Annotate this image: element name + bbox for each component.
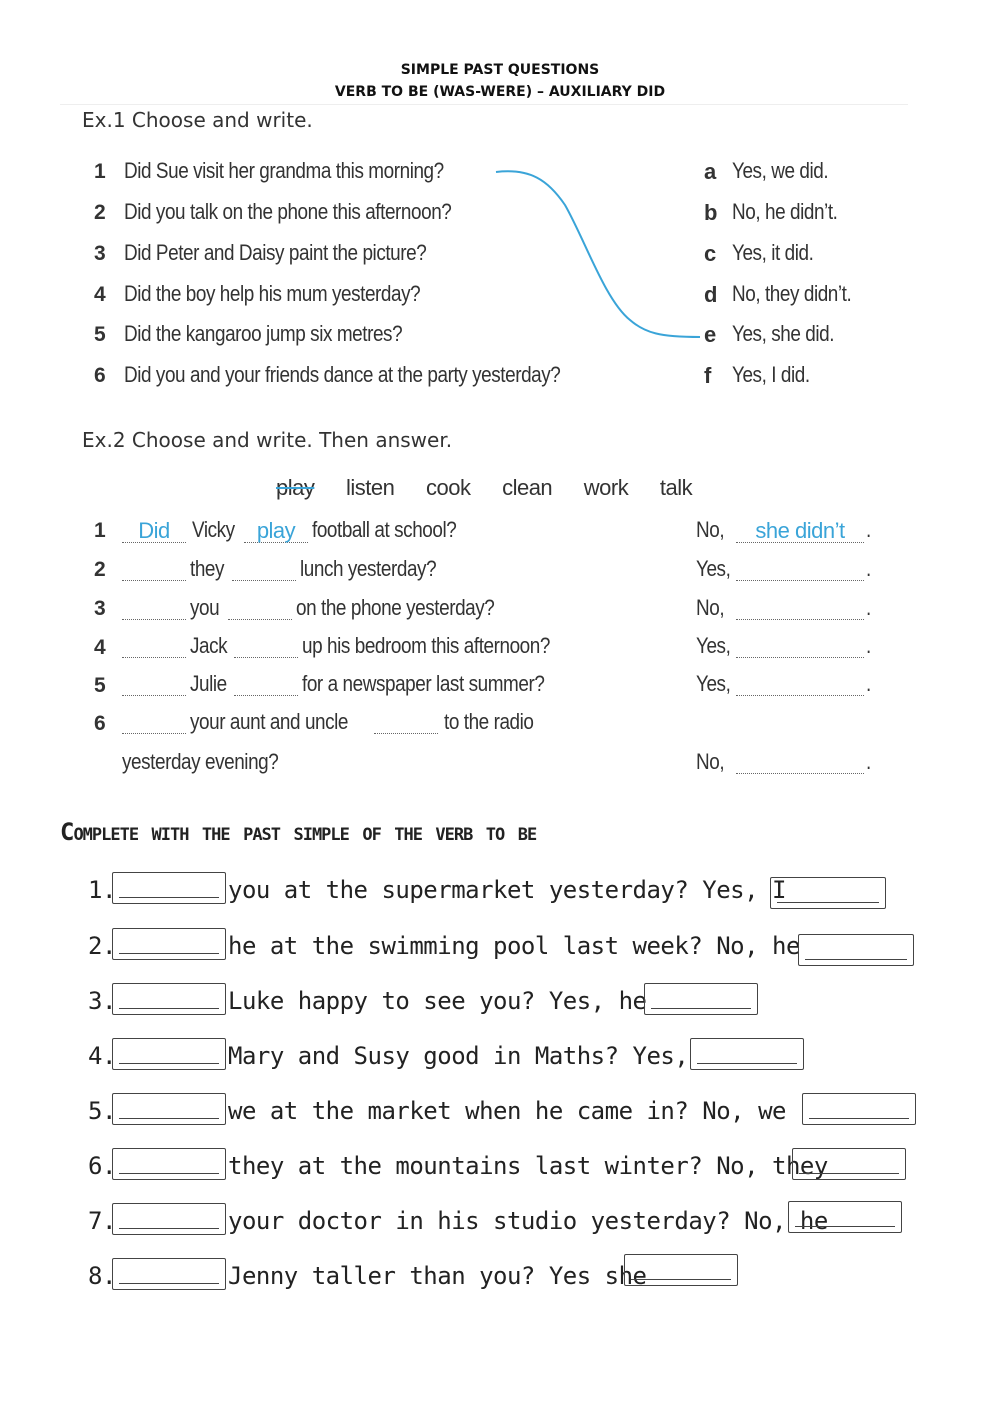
ex2-fill-auxiliary[interactable]	[122, 558, 186, 581]
ex3-verb-box[interactable]	[112, 1148, 226, 1180]
ex3-question: we at the market when he came in? No, we	[228, 1097, 786, 1125]
ex1-answer: Yes, it did.	[732, 240, 814, 265]
ex3-question: Luke happy to see you? Yes, he	[228, 987, 647, 1015]
ex2-row-num: 1	[94, 519, 106, 542]
ex1-answer: Yes, we did.	[732, 158, 829, 183]
ex3-row-num: 1.	[88, 876, 116, 904]
ex3-row-num: 3.	[88, 987, 116, 1015]
ex3-answer-box[interactable]	[798, 934, 914, 966]
ex2-row-num: 2	[94, 558, 106, 581]
ex1-a-letter: e	[704, 322, 717, 347]
ex1-question: Did the kangaroo jump six metres?	[124, 321, 403, 346]
ex2-fill-verb[interactable]	[374, 711, 438, 734]
ex3-answer-box[interactable]	[792, 1148, 906, 1180]
ex1-q-num: 1	[94, 160, 106, 183]
ex3-answer-box[interactable]	[802, 1093, 916, 1125]
ex2-row-num: 6	[94, 712, 106, 735]
ex3-row-num: 2.	[88, 932, 116, 960]
ex3-answer-box[interactable]	[788, 1201, 902, 1233]
ex1-a-letter: f	[704, 363, 712, 388]
ex3-verb-box[interactable]	[112, 1093, 226, 1125]
period: .	[866, 595, 872, 620]
ex2-answer-fill[interactable]	[736, 518, 864, 543]
ex2-fill-text: play	[256, 518, 296, 543]
word-bank-item: clean	[502, 475, 553, 500]
ex1-q-num: 6	[94, 364, 106, 387]
ex2-fill-text: Did	[138, 518, 170, 543]
ex1-q-num: 2	[94, 201, 106, 224]
ex2-question-rest: to the radio	[444, 709, 534, 734]
ex3-question: he at the swimming pool last week? No, he	[228, 932, 800, 960]
period: .	[866, 749, 872, 774]
period: .	[866, 671, 872, 696]
ex2-question-continuation: yesterday evening?	[122, 749, 279, 774]
ex1-question: Did the boy help his mum yesterday?	[124, 281, 421, 306]
ex2-fill-auxiliary[interactable]	[122, 673, 186, 696]
ex2-fill-verb[interactable]	[234, 635, 298, 658]
ex1-question: Did Sue visit her grandma this morning?	[124, 158, 444, 183]
ex3-verb-box[interactable]	[112, 872, 226, 904]
ex2-question-rest: lunch yesterday?	[300, 556, 437, 581]
ex2-question-rest: on the phone yesterday?	[296, 595, 495, 620]
ex2-question-rest: up his bedroom this afternoon?	[302, 633, 550, 658]
worksheet-title: SIMPLE PAST QUESTIONS	[400, 62, 600, 78]
ex1-question: Did you and your friends dance at the party yesterday?	[124, 362, 561, 387]
ex2-answer-start: Yes,	[696, 556, 731, 581]
ex3-row-num: 7.	[88, 1207, 116, 1235]
ex2-subject: Jack	[190, 633, 228, 658]
ex2-subject: your aunt and uncle	[190, 709, 349, 734]
ex2-answer-fill[interactable]	[736, 635, 864, 658]
word-bank-item: play	[276, 475, 315, 500]
ex2-row-num: 4	[94, 636, 106, 659]
ex2-question-rest: football at school?	[312, 517, 457, 542]
ex2-fill-auxiliary[interactable]	[122, 711, 186, 734]
word-bank-item: work	[583, 475, 629, 500]
ex2-answer-fill[interactable]	[736, 597, 864, 620]
period: .	[866, 633, 872, 658]
ex1-answer: Yes, I did.	[732, 362, 810, 387]
ex2-answer-start: Yes,	[696, 671, 731, 696]
ex3-title: Complete with the past simple of the verb to be	[60, 818, 537, 846]
ex2-fill-verb[interactable]	[232, 558, 296, 581]
ex2-row-num: 3	[94, 597, 106, 620]
ex1-question: Did Peter and Daisy paint the picture?	[124, 240, 427, 265]
ex1-question: Did you talk on the phone this afternoon?	[124, 199, 452, 224]
ex3-row-num: 5.	[88, 1097, 116, 1125]
word-bank-item: listen	[345, 475, 395, 500]
ex2-answer-start: Yes,	[696, 633, 731, 658]
ex2-answer-start: No,	[696, 749, 725, 774]
ex1-a-letter: d	[704, 282, 718, 307]
ex1-q-num: 5	[94, 323, 106, 346]
ex3-question: they at the mountains last winter? No, they	[228, 1152, 828, 1180]
worksheet-subtitle: VERB TO BE (WAS-WERE) – AUXILIARY DID	[334, 84, 666, 100]
ex2-fill-verb[interactable]	[228, 597, 292, 620]
ex3-question: your doctor in his studio yesterday? No, he	[228, 1207, 828, 1235]
ex3-question: Mary and Susy good in Maths? Yes,	[228, 1042, 689, 1070]
ex2-answer-fill[interactable]	[736, 751, 864, 774]
word-bank-item: talk	[659, 475, 693, 500]
ex2-fill-verb[interactable]	[244, 518, 308, 543]
ex3-question: Jenny taller than you? Yes she	[228, 1262, 647, 1290]
ex1-a-letter: b	[704, 200, 718, 225]
ex1-q-num: 3	[94, 242, 106, 265]
ex2-answer-start: No,	[696, 517, 725, 542]
period: .	[866, 517, 872, 542]
ex1-answer: No, he didn’t.	[732, 199, 838, 224]
ex2-subject: Julie	[190, 671, 227, 696]
ex2-fill-auxiliary[interactable]	[122, 518, 186, 543]
ex1-answer: Yes, she did.	[732, 321, 835, 346]
ex3-verb-box[interactable]	[112, 983, 226, 1015]
ex2-answer-fill[interactable]	[736, 673, 864, 696]
ex3-answer-box[interactable]	[690, 1038, 804, 1070]
ex3-answer-box[interactable]	[770, 877, 886, 909]
ex3-row-num: 8.	[88, 1262, 116, 1290]
ex2-fill-verb[interactable]	[234, 673, 298, 696]
period: .	[866, 556, 872, 581]
ex2-answer-start: No,	[696, 595, 725, 620]
ex2-question-rest: for a newspaper last summer?	[302, 671, 545, 696]
ex2-answer-fill[interactable]	[736, 558, 864, 581]
ex1-a-letter: c	[704, 241, 717, 266]
ex2-word-bank	[276, 475, 692, 501]
ex1-title: Ex.1 Choose and write.	[82, 108, 313, 132]
ex3-row-num: 6.	[88, 1152, 116, 1180]
ex1-example-match-line	[0, 0, 1000, 420]
ex3-verb-box[interactable]	[112, 928, 226, 960]
ex3-verb-box[interactable]	[112, 1038, 226, 1070]
ex2-subject: Vicky	[192, 517, 235, 542]
ex3-row-num: 4.	[88, 1042, 116, 1070]
ex2-subject: they	[190, 556, 225, 581]
ex3-verb-box[interactable]	[112, 1258, 226, 1290]
ex3-verb-box[interactable]	[112, 1203, 226, 1235]
ex2-title: Ex.2 Choose and write. Then answer.	[82, 428, 453, 452]
ex2-subject: you	[190, 595, 220, 620]
ex3-question: you at the supermarket yesterday? Yes, I	[228, 876, 786, 904]
ex3-answer-box[interactable]	[624, 1254, 738, 1286]
ex2-row-num: 5	[94, 674, 106, 697]
ex1-q-num: 4	[94, 283, 106, 306]
ex1-a-letter: a	[704, 159, 717, 184]
ex3-answer-box[interactable]	[644, 983, 758, 1015]
ex2-fill-auxiliary[interactable]	[122, 597, 186, 620]
ex2-fill-text: she didn’t	[755, 518, 845, 543]
ex2-fill-auxiliary[interactable]	[122, 635, 186, 658]
word-bank-item: cook	[425, 475, 471, 500]
ex1-answer: No, they didn’t.	[732, 281, 852, 306]
